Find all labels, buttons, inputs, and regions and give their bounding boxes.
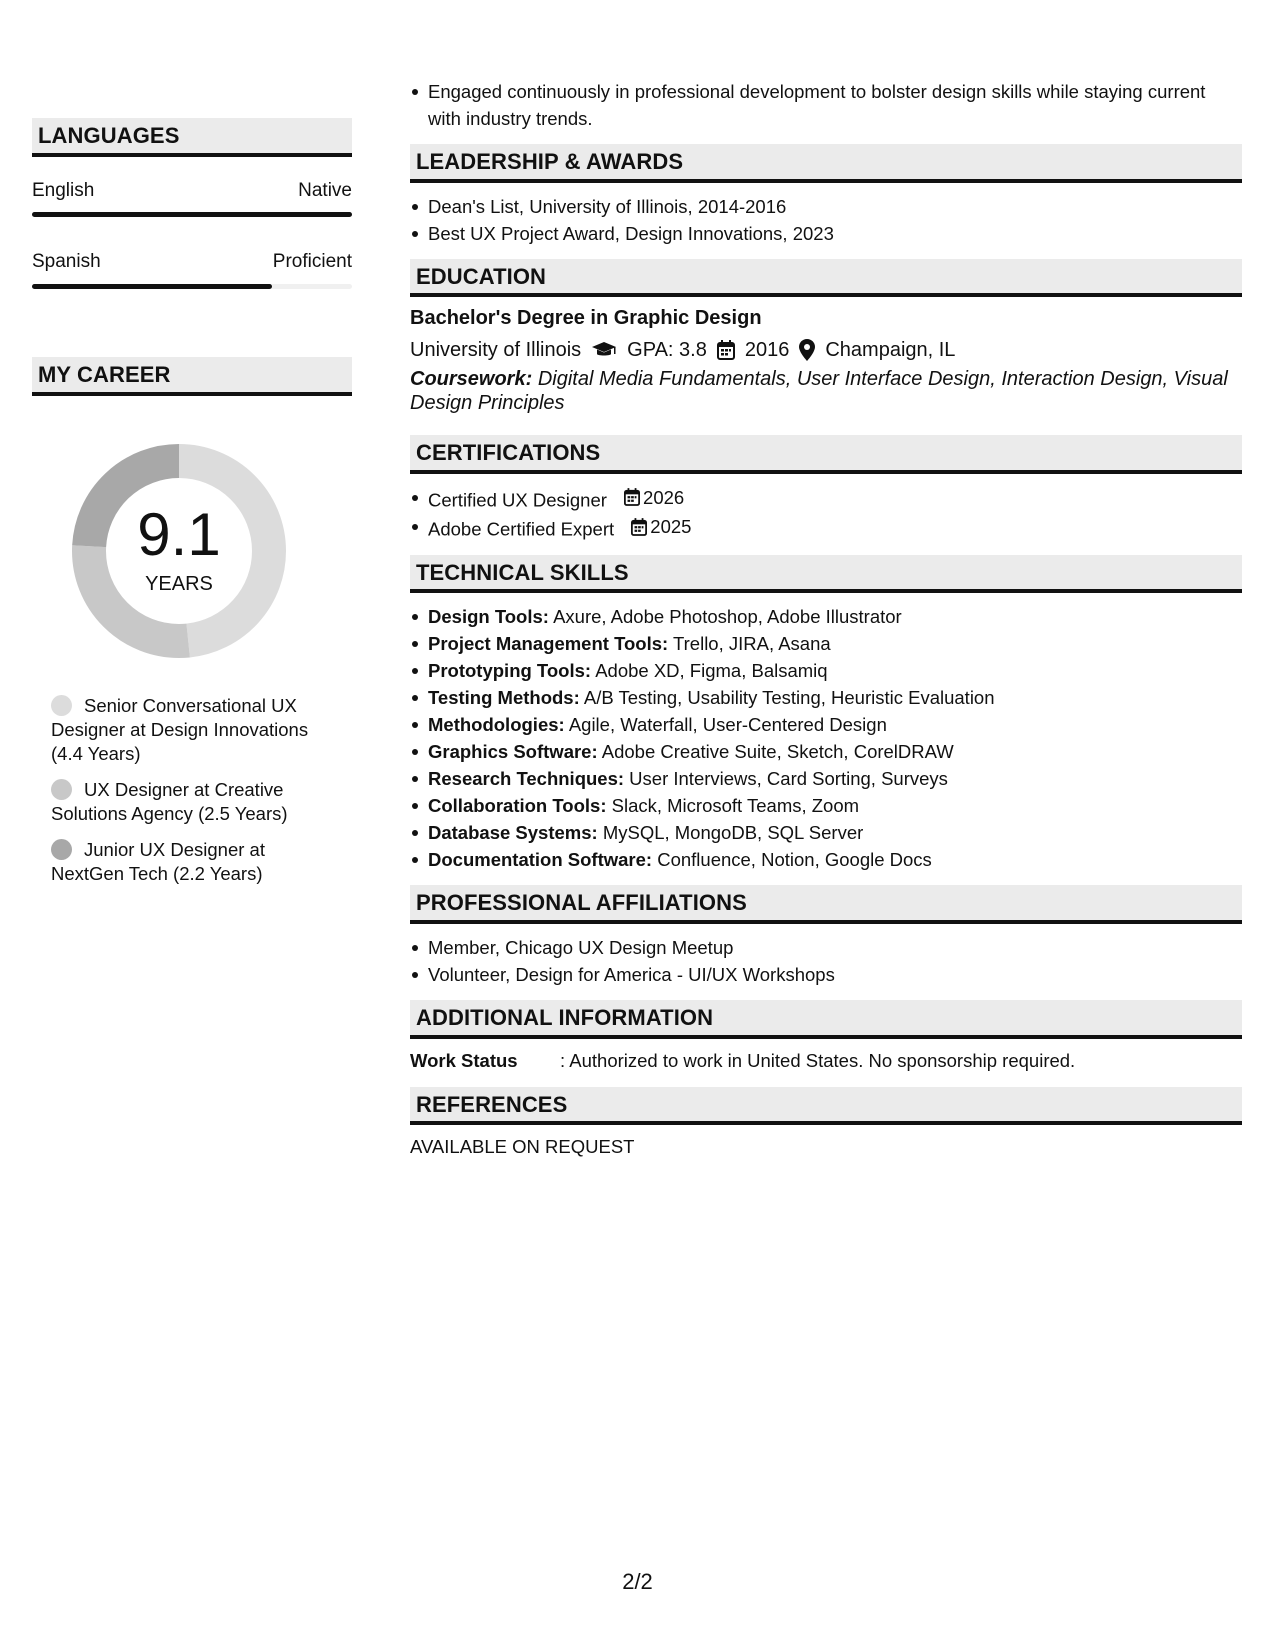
career-legend-item [51,694,332,766]
career-role-label: Senior Conversational UX Designer at Design Innovations (4.4 Years) [51,694,309,764]
certification-name: Certified UX Designer [428,489,607,511]
page-number: 2/2 [622,1569,653,1594]
certification-item [428,513,1242,543]
career-heading: MY CAREER [32,357,352,396]
right-column [410,78,1242,1159]
education-coursework [410,367,1242,415]
list-item: Dean's List, University of Illinois, 2014-2016 [428,193,1242,220]
certification-name: Adobe Certified Expert [428,518,615,540]
education-school: University of Illinois [410,339,582,362]
skill-item [428,684,1242,711]
skills-heading: TECHNICAL SKILLS [410,555,1242,594]
certification-year: 2025 [650,516,692,538]
languages-heading: LANGUAGES [32,118,352,157]
skill-value: Slack, Microsoft Teams, Zoom [611,795,860,817]
list-item: Member, Chicago UX Design Meetup [428,934,1242,961]
language-item [32,250,352,275]
skill-value: Confluence, Notion, Google Docs [657,849,932,871]
legend-dot [51,779,72,800]
list-item: Engaged continuously in professional development to bolster design skills while staying current with industry trends. [428,78,1242,132]
skill-item [428,603,1242,630]
calendar-icon [631,518,647,536]
skill-value: Adobe Creative Suite, Sketch, CorelDRAW [601,741,954,763]
coursework-list: Digital Media Fundamentals, User Interface Design, Interaction Design, Visual Design Principles [410,368,1228,415]
list-item: Best UX Project Award, Design Innovations, 2023 [428,220,1242,247]
certification-item [428,484,1242,514]
career-legend [32,694,332,886]
skill-item [428,630,1242,657]
certification-year: 2026 [643,486,685,508]
legend-dot [51,695,72,716]
skill-label: Design Tools: [428,606,549,628]
leadership-list [410,193,1242,247]
education-meta [410,337,1242,363]
skill-item [428,765,1242,792]
skill-item [428,792,1242,819]
calendar-icon [624,488,640,506]
language-name: English [32,179,95,201]
affiliations-list [410,934,1242,988]
legend-dot [51,839,72,860]
language-name: Spanish [32,251,101,273]
coursework-label: Coursework: [410,368,533,391]
skill-label: Project Management Tools: [428,633,669,655]
career-total-value: 9.1 [137,500,221,568]
left-column [32,118,352,898]
education-heading: EDUCATION [410,259,1242,298]
career-role-label: Junior UX Designer at NextGen Tech (2.2 Years) [51,838,265,884]
career-legend-item [51,838,332,886]
education-degree: Bachelor's Degree in Graphic Design [410,307,762,330]
career-total [66,438,292,664]
skill-label: Collaboration Tools: [428,795,607,817]
languages-list [32,179,352,289]
language-bar [32,284,352,289]
skill-item [428,846,1242,873]
calendar-icon [717,340,735,360]
skill-value: User Interviews, Card Sorting, Surveys [629,768,948,790]
additional-info-heading: ADDITIONAL INFORMATION [410,1000,1242,1039]
skill-label: Prototyping Tools: [428,660,592,682]
skill-value: MySQL, MongoDB, SQL Server [602,822,864,844]
leadership-heading: LEADERSHIP & AWARDS [410,144,1242,183]
language-item [32,179,352,204]
certification-date [624,484,684,511]
language-bar [32,212,352,217]
certification-date [631,513,691,540]
skill-label: Database Systems: [428,822,598,844]
skill-label: Documentation Software: [428,849,653,871]
skill-item [428,711,1242,738]
skill-item [428,819,1242,846]
skill-label: Graphics Software: [428,741,598,763]
skill-value: Adobe XD, Figma, Balsamiq [595,660,828,682]
career-donut-chart [66,438,292,664]
language-bar-fill [32,284,272,289]
career-role-label: UX Designer at Creative Solutions Agency (2.5 Years) [51,778,288,824]
references-text: AVAILABLE ON REQUEST [410,1136,635,1158]
references-heading: REFERENCES [410,1087,1242,1126]
skills-list [410,603,1242,873]
education-year: 2016 [744,339,790,362]
skill-value: Axure, Adobe Photoshop, Adobe Illustrator [553,606,902,628]
education-location: Champaign, IL [825,339,956,362]
experience-continued-list [410,78,1242,132]
skill-value: A/B Testing, Usability Testing, Heuristic Evaluation [583,687,995,709]
skill-value: Agile, Waterfall, User-Centered Design [568,714,887,736]
work-status-label: Work Status [410,1049,518,1071]
language-bar-fill [32,212,352,217]
certifications-heading: CERTIFICATIONS [410,435,1242,474]
skill-label: Testing Methods: [428,687,580,709]
work-status-row [410,1049,1242,1073]
skill-label: Methodologies: [428,714,565,736]
map-pin-icon [799,339,815,361]
career-total-unit: YEARS [145,572,213,595]
language-level: Proficient [272,251,352,273]
certifications-list [410,484,1242,543]
career-legend-item [51,778,332,826]
work-status-value: : Authorized to work in United States. No sponsorship required. [560,1049,1076,1071]
skill-value: Trello, JIRA, Asana [673,633,831,655]
skill-label: Research Techniques: [428,768,625,790]
affiliations-heading: PROFESSIONAL AFFILIATIONS [410,885,1242,924]
education-gpa: GPA: 3.8 [627,339,707,362]
graduation-cap-icon [591,341,617,359]
skill-item [428,657,1242,684]
list-item: Volunteer, Design for America - UI/UX Workshops [428,961,1242,988]
skill-item [428,738,1242,765]
language-level: Native [298,179,352,201]
